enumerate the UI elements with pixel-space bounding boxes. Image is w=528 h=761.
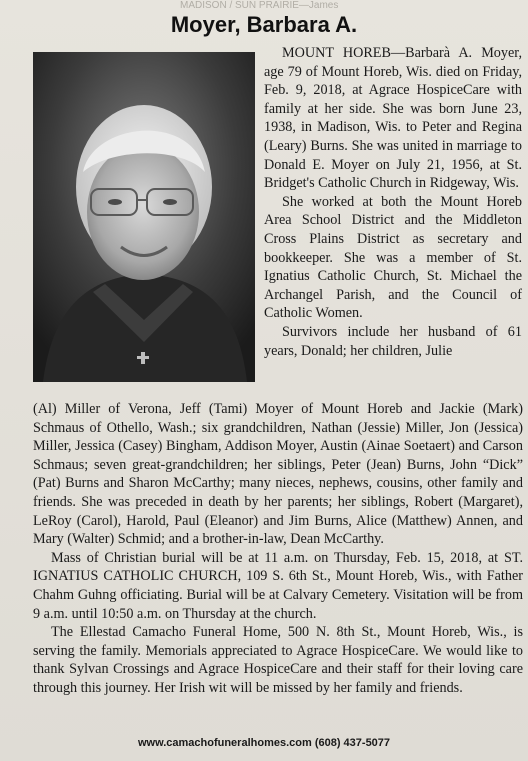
obituary-paragraph: The Ellestad Camacho Funeral Home, 500 N. 8th St., Mount Horeb, Wis., is serving the family. Memorials appreciated to Agrace HospiceCare. We would like to thank Sylvan Crossings and Agrace HospiceCare and their staff for their loving care through this journey. Her Irish wit will be missed by her family and friends. [33, 624, 523, 696]
obituary-full-width-text [33, 400, 523, 698]
portrait-illustration [33, 52, 255, 382]
obituary-paragraph: She worked at both the Mount Horeb Area School District and the Middleton Cross Plains District as secretary and bookkeeper. She was a member of St. Ignatius Catholic Church, St. Michael the Archangel Parish, and the Council of Catholic Women. [264, 193, 522, 322]
obituary-paragraph: (Al) Miller of Verona, Jeff (Tami) Moyer of Mount Horeb and Jackie (Mark) Schmaus of Othello, Wash.; six grandchildren, Nathan (Jessie) Miller, Jon (Jessica) Miller, Jessica (Casey) Bingham, Addison Moyer, Austin (Ainae Soetaert) and Carson Schmaus; seven great-grandchildren; her siblings, Peter (Jean) Burns, John “Dick” (Pat) Burns and Sharon McCarthy; many nieces, nephews, cousins, other family and friends. She was preceded in death by her parents; her siblings, Robert (Margaret), LeRoy (Carol), Harold, Paul (Eleanor) and Jim Burns, Alice (Matthew) Annen, and Mary (Walter) Schmid; and a brother-in-law, Dean McCarthy. [33, 401, 523, 548]
obituary-column-text [264, 44, 522, 360]
obituary-title: Moyer, Barbara A. [170, 12, 358, 37]
obituary-paragraph: Mass of Christian burial will be at 11 a.m. on Thursday, Feb. 15, 2018, at ST. IGNATIUS CATHOLIC CHURCH, 109 S. 6th St., Mount Horeb, Wis., with Father Chahm Guhng officiating. Burial will be at Calvary Cemetery. Visitation will be from 9 a.m. until 10:50 a.m. on Thursday at the church. [33, 549, 523, 622]
portrait-photo [33, 52, 255, 382]
obituary-paragraph: MOUNT HOREB—Barbarà A. Moyer, age 79 of Mount Horeb, Wis. died on Friday, Feb. 9, 2018, at Agrace HospiceCare with family at her side. She was born June 23, 1938, in Madison, Wis. to Peter and Regina (Leary) Burns. She was united in marriage to Donald E. Moyer on July 21, 1956, at St. Bridget's Catholic Church in Ridgeway, Wis. [264, 45, 522, 192]
header-bleed-text: MADISON / SUN PRAIRIE—James [180, 0, 339, 11]
funeral-home-contact: www.camachofuneralhomes.com (608) 437-5077 [137, 737, 391, 749]
obituary-paragraph: Survivors include her husband of 61 years, Donald; her children, Julie [264, 323, 522, 359]
